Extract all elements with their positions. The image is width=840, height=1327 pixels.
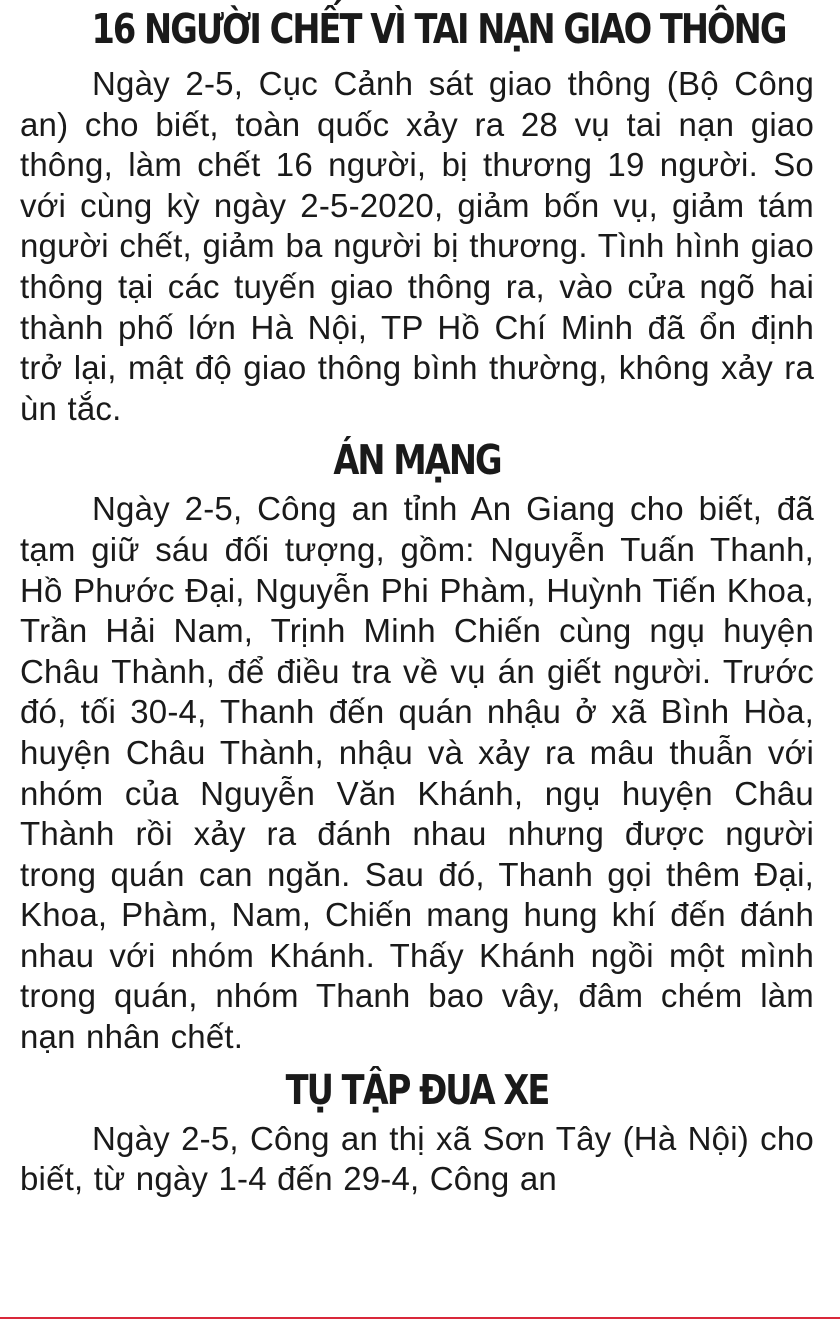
bottom-red-rule (0, 1317, 840, 1319)
article-street-racing (20, 1063, 814, 1200)
body-traffic-accidents: Ngày 2-5, Cục Cảnh sát giao thông (Bộ Công an) cho biết, toàn quốc xảy ra 28 vụ tai nạn giao thông, làm chết 16 người, bị thương 19 người. So với cùng kỳ ngày 2-5-2020, giảm bốn vụ, giảm tám người chết, giảm ba người bị thương. Tình hình giao thông tại các tuyến giao thông ra, vào cửa ngõ hai thành phố lớn Hà Nội, TP Hồ Chí Minh đã ổn định trở lại, mật độ giao thông bình thường, không xảy ra ùn tắc. (20, 65, 814, 427)
headline-murder: ÁN MẠNG (333, 436, 501, 485)
article-murder (20, 433, 814, 1057)
body-street-racing: Ngày 2-5, Công an thị xã Sơn Tây (Hà Nội) cho biết, từ ngày 1-4 đến 29-4, Công an (20, 1119, 814, 1198)
article-traffic-accidents (20, 2, 814, 429)
headline-traffic-accidents: 16 NGƯỜI CHẾT VÌ TAI NẠN GIAO THÔNG (91, 5, 786, 53)
body-murder: Ngày 2-5, Công an tỉnh An Giang cho biết, đã tạm giữ sáu đối tượng, gồm: Nguyễn Tuấn Thanh, Hồ Phước Đại, Nguyễn Phi Phàm, Huỳnh Tiến Khoa, Trần Hải Nam, Trịnh Minh Chiến cùng ngụ huyện Châu Thành, để điều tra về vụ án giết người. Trước đó, tối 30-4, Thanh đến quán nhậu ở xã Bình Hòa, huyện Châu Thành, nhậu và xảy ra mâu thuẫn với nhóm của Nguyễn Văn Khánh, ngụ huyện Châu Thành rồi xảy ra đánh nhau nhưng được người trong quán can ngăn. Sau đó, Thanh gọi thêm Đại, Khoa, Phàm, Nam, Chiến mang hung khí đến đánh nhau với nhóm Khánh. Thấy Khánh ngồi một mình trong quán, nhóm Thanh bao vây, đâm chém làm nạn nhân chết. (20, 490, 814, 1056)
headline-street-racing: TỤ TẬP ĐUA XE (285, 1065, 549, 1114)
